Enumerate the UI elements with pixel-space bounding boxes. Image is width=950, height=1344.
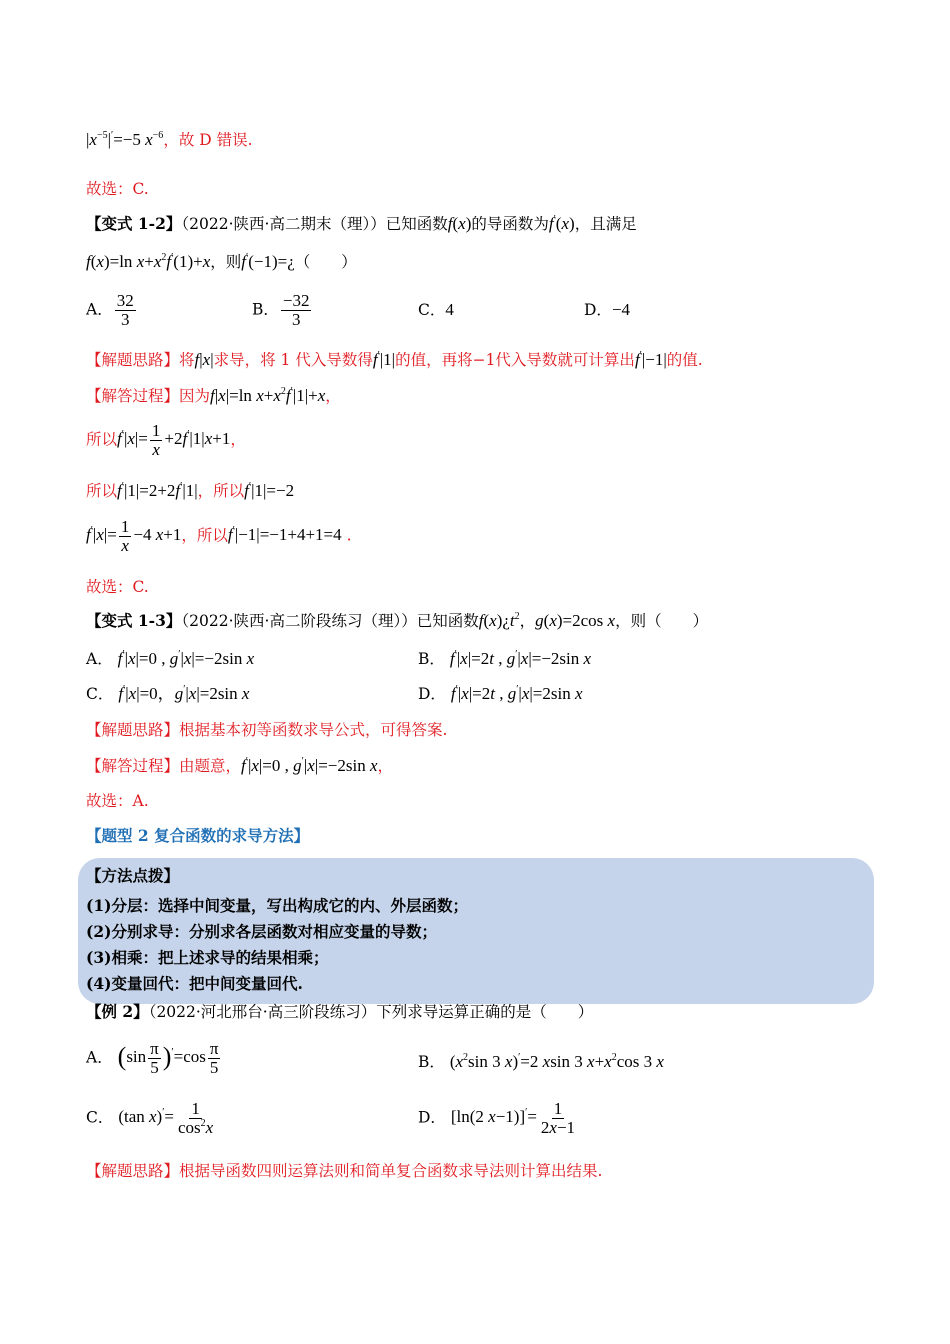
option-a (86, 292, 138, 329)
option-letter: A． (86, 1048, 113, 1067)
hint-line (86, 350, 703, 370)
option-a (86, 1040, 222, 1077)
option-formula: f′|x|=2t , g′|x|=2sin x (450, 684, 583, 703)
process-line: 【解答过程】由题意，f′|x|=0 , g′|x|=−2sin x， (86, 756, 394, 775)
conclusion-text: ，故 D 错误. (163, 131, 253, 149)
option-value: −4 (611, 300, 631, 319)
option-letter: C． (86, 685, 114, 703)
question-text: 已知函数 (385, 215, 448, 233)
process-formula: f′|x|=0 , g′|x|=−2sin x (241, 756, 378, 775)
answer-line-1: 故选：C. (86, 180, 149, 198)
process-text: 所以 (86, 482, 118, 500)
option-letter: D． (418, 1108, 446, 1127)
example-2-question (86, 1002, 593, 1022)
fraction (281, 292, 312, 329)
variant-1-2-condition (86, 252, 357, 272)
option-value: 4 (445, 300, 454, 319)
fraction (115, 292, 136, 329)
hint-text: 将 (179, 351, 195, 369)
option-b (252, 292, 313, 329)
process-text: 因为 (179, 387, 211, 405)
process-text: ，所以 (197, 482, 245, 500)
formula-derivative-final: f′|x|= $\frac{1}{x}$ −4 x+1 (86, 517, 182, 555)
hint-label: 【解题思路】 (86, 721, 180, 739)
formula-fprime-1-eq: f′|1|=2+2f′|1| (117, 481, 198, 500)
question-text: 已知函数 (416, 612, 479, 630)
method-item: (1)分层：选择中间变量，写出构成它的内、外层函数； (86, 896, 468, 915)
question-text: ，且满足 (574, 215, 637, 233)
process-text: 由题意， (179, 757, 242, 775)
numerator: −32 (282, 291, 310, 310)
variant-1-3-question (86, 611, 708, 631)
option-letter: C． (418, 301, 446, 319)
option-d (584, 300, 630, 320)
question-text: ，则 (210, 253, 242, 271)
variant-label: 【变式 1-3】 (86, 611, 182, 630)
process-line-3 (86, 481, 294, 501)
formula-x5: $|x^{-5}|'=-5$ $x^{-6}$ (86, 130, 164, 149)
process-text: 所以 (86, 430, 118, 449)
formula-fprime-1-val: f′|1|=−2 (244, 481, 295, 500)
option-formula: f′|x|=0 , g′|x|=−2sin x (117, 649, 255, 668)
formula-fx: f(x) (447, 214, 472, 233)
process-text: ， (325, 387, 341, 405)
option-letter: B． (252, 300, 279, 319)
example-label: 【例 2】 (86, 1002, 149, 1021)
process-label: 【解答过程】 (86, 387, 180, 405)
variant-source: （2022·陕西·高二阶段练习（理）） (181, 612, 417, 630)
method-title: 【方法点拨】 (86, 866, 180, 885)
process-text: ， (230, 430, 246, 449)
hint-line (86, 720, 447, 740)
option-letter: A． (86, 300, 113, 319)
option-letter: D． (584, 301, 612, 319)
option-formula: ($x^2\sin$ 3 x)′=2 xsin 3 $x+x^2\cos$ 3 x (449, 1052, 664, 1071)
hint-text: 根据基本初等函数求导公式，可得答案. (179, 721, 448, 739)
option-b (418, 1052, 664, 1072)
process-text: . (341, 526, 352, 545)
process-line-4 (86, 518, 352, 555)
formula-condition: f(x)=ln $x+x^2f'(1)+x$ (86, 252, 211, 271)
hint-text: 求导，将 1 代入导数得 (213, 351, 373, 369)
question-text: ，则（ ） (615, 612, 709, 630)
question-text: 下列求导运算正确的是（ ） (376, 1003, 594, 1021)
question-text: ， (519, 612, 536, 630)
formula-fprime-1: f′|1| (372, 350, 396, 369)
answer-line-2: 故选：C. (86, 578, 149, 596)
variant-source: （2022·陕西·高二期末（理）） (181, 215, 386, 233)
question-text: 的导函数为 (471, 215, 549, 233)
formula-fx-t2: $f(x)¿t^2$ (478, 611, 520, 630)
numerator: 32 (116, 291, 134, 310)
solution-line-x5 (86, 130, 253, 150)
option-formula: f′|x|=2t , g′|x|=−2sin x (449, 649, 592, 668)
example-source: （2022·河北邢台·高三阶段练习） (148, 1003, 377, 1021)
denominator: 3 (291, 310, 301, 329)
formula-fprime-neg1: f′|−1| (634, 350, 667, 369)
formula-fx: f|x| (194, 350, 214, 369)
process-text: ，所以 (181, 526, 228, 545)
option-formula: f′|x|=0，g′|x|=2sin x (118, 684, 250, 703)
process-line-2 (86, 422, 246, 459)
option-b (418, 649, 591, 669)
option-c (86, 684, 249, 704)
option-formula: (tan x)′= $\frac{1}{\cos^2x}$ (118, 1099, 214, 1137)
option-letter: C． (86, 1108, 114, 1127)
formula-fprime-x: f′(x) (548, 214, 575, 233)
formula-result: f′|−1|=−1+4+1=4 (227, 525, 342, 545)
formula-derivative: f′|x|= $\frac{1}{x}$ +2f′|1|x+1 (117, 421, 231, 459)
hint-line (86, 1161, 602, 1181)
option-a (86, 649, 254, 669)
section-title: 【题型 2 复合函数的求导方法】 (86, 826, 310, 845)
variant-1-2-question (86, 214, 637, 234)
option-letter: A． (86, 650, 113, 668)
method-item: (2)分别求导：分别求各层函数对相应变量的导数； (86, 922, 437, 941)
method-item: (4)变量回代：把中间变量回代. (86, 974, 303, 993)
answer-blank: （ ） (294, 253, 357, 271)
answer-line-3: 故选：A. (86, 792, 149, 810)
option-d (418, 684, 583, 704)
denominator: 3 (120, 310, 130, 329)
hint-label: 【解题思路】 (86, 1162, 180, 1180)
process-line-1 (86, 386, 341, 406)
hint-text: 的值，再将−1代入导数就可计算出 (395, 351, 635, 369)
option-letter: D． (418, 685, 446, 703)
option-c (418, 300, 454, 320)
option-letter: B． (418, 650, 445, 668)
method-tips-box (78, 858, 874, 1004)
method-item: (3)相乘：把上述求导的结果相乘； (86, 948, 329, 967)
option-formula: [ln(2 x−1)]′= $\frac{1}{2x-1}$ (450, 1099, 576, 1137)
option-c (86, 1100, 217, 1137)
hint-label: 【解题思路】 (86, 351, 180, 369)
formula-target: f′(−1)=¿ (241, 252, 295, 271)
option-d (418, 1100, 579, 1137)
process-label: 【解答过程】 (86, 757, 180, 775)
formula-gx: g(x)=2cos x (535, 611, 616, 630)
option-formula: (sin $\frac{\pi}{5}$ )′=cos $\frac{\pi}{5}$ (117, 1039, 219, 1077)
hint-text: 根据导函数四则运算法则和简单复合函数求导法则计算出结果. (179, 1162, 603, 1180)
variant-label: 【变式 1-2】 (86, 214, 182, 233)
option-letter: B． (418, 1053, 445, 1071)
hint-text: 的值. (666, 351, 703, 369)
formula-condition: f|x|=ln $x+x^2f'|1|+x$ (210, 386, 326, 405)
